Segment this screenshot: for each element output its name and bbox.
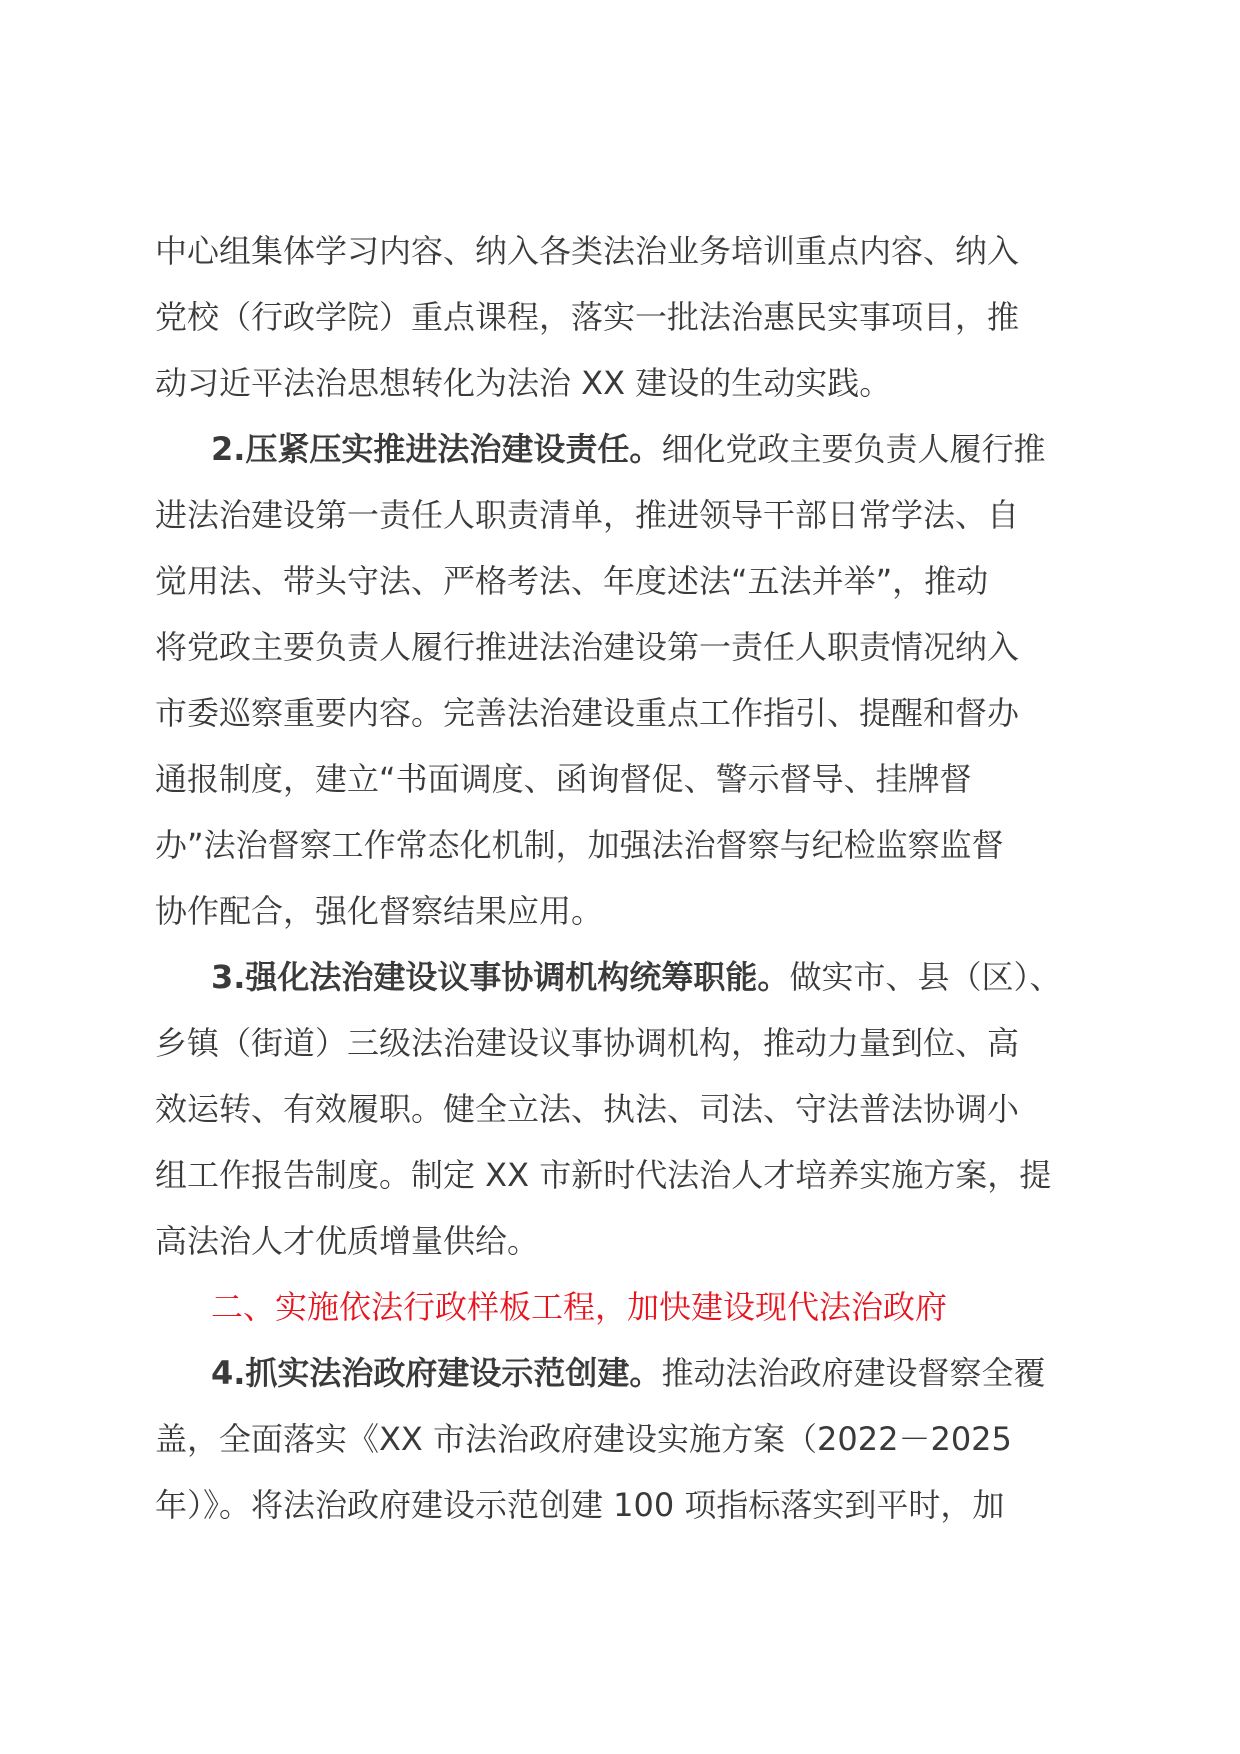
para3-title: 3.强化法治建设议事协调机构统筹职能。 (211, 958, 790, 996)
para2-line1 (155, 416, 1100, 482)
para2-line5: 市委巡察重要内容。完善法治建设重点工作指引、提醒和督办 (155, 694, 1020, 732)
para4-title: 4.抓实法治政府建设示范创建。 (211, 1354, 662, 1392)
para2-line2: 进法治建设第一责任人职责清单，推进领导干部日常学法、自 (155, 496, 1020, 534)
para2-line3: 觉用法、带头守法、严格考法、年度述法“五法并举”，推动 (155, 562, 989, 600)
para2-line8: 协作配合，强化督察结果应用。 (155, 892, 604, 930)
para2-title: 2.压紧压实推进法治建设责任。 (211, 430, 662, 468)
para2-line1-text: 细化党政主要负责人履行推 (661, 430, 1046, 468)
para2-line6: 通报制度，建立“书面调度、函询督促、警示督导、挂牌督 (155, 760, 972, 798)
para1-line2: 党校（行政学院）重点课程，落实一批法治惠民实事项目，推 (155, 298, 1020, 336)
para2-line4: 将党政主要负责人履行推进法治建设第一责任人职责情况纳入 (155, 628, 1020, 666)
section2-heading: 二、实施依法行政样板工程，加快建设现代法治政府 (211, 1288, 948, 1326)
para1-line3: 动习近平法治思想转化为法治 XX 建设的生动实践。 (155, 364, 892, 402)
para3-line3: 效运转、有效履职。健全立法、执法、司法、守法普法协调小 (155, 1090, 1020, 1128)
document-body (155, 218, 1100, 1538)
para3-line1 (155, 944, 1100, 1010)
para3-line1-text: 做实市、县（区）、 (789, 958, 1062, 996)
para3-line4: 组工作报告制度。制定 XX 市新时代法治人才培养实施方案，提 (155, 1156, 1052, 1194)
para4-line2: 盖，全面落实《XX 市法治政府建设实施方案（2022－2025 (155, 1420, 1012, 1458)
para4-line3: 年）》。将法治政府建设示范创建 100 项指标落实到平时，加 (155, 1486, 1005, 1524)
para4-line1-text: 推动法治政府建设督察全覆 (661, 1354, 1046, 1392)
para3-line2: 乡镇（街道）三级法治建设议事协调机构，推动力量到位、高 (155, 1024, 1020, 1062)
para4-line1 (155, 1340, 1100, 1406)
para1-line1: 中心组集体学习内容、纳入各类法治业务培训重点内容、纳入 (155, 232, 1020, 270)
para2-line7: 办”法治督察工作常态化机制，加强法治督察与纪检监察监督 (155, 826, 1004, 864)
para3-line5: 高法治人才优质增量供给。 (155, 1222, 540, 1260)
